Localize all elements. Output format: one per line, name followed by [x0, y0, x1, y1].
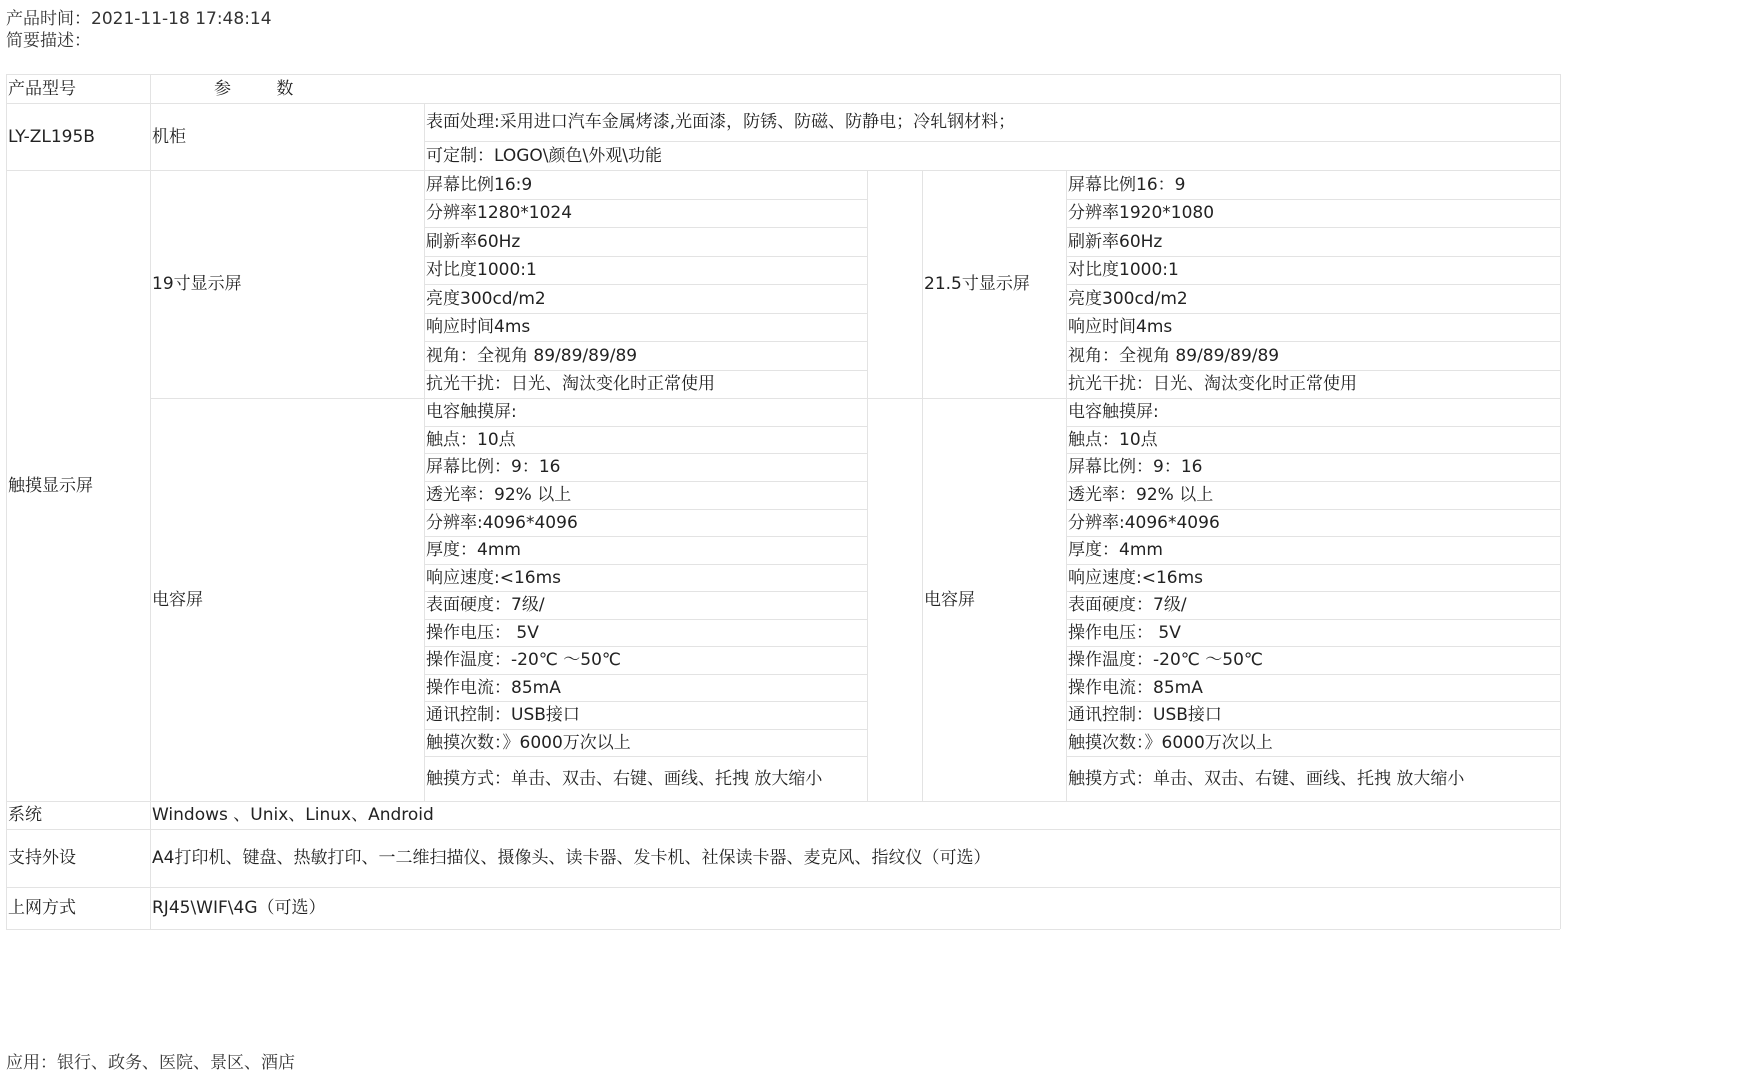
capacitive-left-label: 电容屏 [152, 590, 203, 610]
cabinet-label: 机柜 [152, 127, 186, 147]
capacitive-left-spec: 电容触摸屏: [426, 402, 517, 422]
summary-label: 简要描述： [6, 31, 91, 51]
grid-line [1066, 536, 1560, 537]
grid-line [6, 829, 1560, 830]
cabinet-custom: 可定制：LOGO\颜色\外观\功能 [426, 146, 662, 166]
touch-display-label: 触摸显示屏 [8, 476, 93, 496]
cabinet-surface: 表面处理:采用进口汽车金属烤漆,光面漆，防锈、防磁、防静电；冷轧钢材料； [426, 112, 1016, 132]
screen-19-spec: 刷新率60Hz [426, 232, 521, 252]
grid-line [1066, 284, 1560, 285]
header-params: 参 数 [214, 79, 314, 99]
screen-21-spec: 视角：全视角 89/89/89/89 [1068, 346, 1280, 366]
capacitive-right-spec: 通讯控制：USB接口 [1068, 705, 1222, 725]
capacitive-right-spec: 操作电压： 5V [1068, 623, 1181, 643]
capacitive-right-spec: 响应速度:<16ms [1068, 568, 1204, 588]
grid-line [1066, 674, 1560, 675]
product-time-label: 产品时间： [6, 9, 91, 29]
product-time-line [6, 9, 272, 29]
capacitive-left-spec: 操作电流：85mA [426, 678, 561, 698]
header-model: 产品型号 [8, 79, 76, 99]
model-number: LY-ZL195B [8, 127, 95, 147]
system-value: Windows 、Unix、Linux、Android [152, 805, 434, 825]
grid-line [6, 801, 1560, 802]
grid-line [424, 453, 867, 454]
capacitive-right-spec: 分辨率:4096*4096 [1068, 513, 1220, 533]
grid-line [424, 481, 867, 482]
screen-21-spec: 亮度300cd/m2 [1068, 289, 1188, 309]
grid-line [1066, 509, 1560, 510]
grid-line [1066, 481, 1560, 482]
capacitive-left-spec: 响应速度:<16ms [426, 568, 562, 588]
grid-line [1066, 370, 1560, 371]
grid-line [424, 536, 867, 537]
grid-line [1066, 701, 1560, 702]
grid-line [424, 646, 867, 647]
screen-21-spec: 分辨率1920*1080 [1068, 203, 1215, 223]
grid-line [424, 729, 867, 730]
network-label: 上网方式 [8, 898, 76, 918]
screen-19-spec: 亮度300cd/m2 [426, 289, 546, 309]
grid-line [1066, 313, 1560, 314]
capacitive-left-spec: 操作温度：-20℃ ～50℃ [426, 650, 621, 670]
grid-line [424, 227, 867, 228]
grid-line [6, 74, 1560, 75]
grid-line [1560, 74, 1561, 929]
capacitive-right-spec: 电容触摸屏: [1068, 402, 1159, 422]
screen-19-spec: 对比度1000:1 [426, 260, 537, 280]
screen-19-spec: 抗光干扰：日光、淘汰变化时正常使用 [426, 374, 715, 394]
capacitive-left-spec: 屏幕比例：9：16 [426, 457, 561, 477]
capacitive-right-spec: 厚度：4mm [1068, 540, 1163, 560]
grid-line [1066, 564, 1560, 565]
capacitive-left-spec: 表面硬度：7级/ [426, 595, 545, 615]
capacitive-left-spec: 厚度：4mm [426, 540, 521, 560]
grid-line [1066, 729, 1560, 730]
grid-line [424, 199, 867, 200]
capacitive-right-spec: 屏幕比例：9：16 [1068, 457, 1203, 477]
grid-line [424, 756, 867, 757]
screen-21-spec: 抗光干扰：日光、淘汰变化时正常使用 [1068, 374, 1357, 394]
capacitive-left-spec: 通讯控制：USB接口 [426, 705, 580, 725]
grid-line [1066, 256, 1560, 257]
grid-line [424, 509, 867, 510]
grid-line [6, 887, 1560, 888]
grid-line [6, 74, 7, 929]
capacitive-right-spec: 操作电流：85mA [1068, 678, 1203, 698]
product-time-value: 2021-11-18 17:48:14 [91, 9, 272, 29]
capacitive-right-spec: 触摸次数：》6000万次以上 [1068, 733, 1273, 753]
grid-line [424, 370, 867, 371]
screen-21-spec: 对比度1000:1 [1068, 260, 1179, 280]
grid-line [6, 929, 1560, 930]
capacitive-left-spec: 触点：10点 [426, 430, 516, 450]
grid-line [1066, 199, 1560, 200]
grid-line [150, 74, 151, 929]
grid-line [1066, 227, 1560, 228]
grid-line [424, 701, 867, 702]
system-label: 系统 [8, 805, 42, 825]
screen-19-spec: 分辨率1280*1024 [426, 203, 573, 223]
grid-line [1066, 453, 1560, 454]
grid-line [424, 619, 867, 620]
capacitive-right-spec: 表面硬度：7级/ [1068, 595, 1187, 615]
application-line: 应用：银行、政务、医院、景区、酒店 [6, 1053, 295, 1073]
capacitive-right-spec: 触点：10点 [1068, 430, 1158, 450]
peripherals-value: A4打印机、键盘、热敏打印、一二维扫描仪、摄像头、读卡器、发卡机、社保读卡器、麦克风、指纹仪（可选） [152, 848, 991, 868]
grid-line [424, 141, 1560, 142]
grid-line [424, 426, 867, 427]
capacitive-right-label: 电容屏 [924, 590, 975, 610]
grid-line [424, 284, 867, 285]
grid-line [6, 170, 1560, 171]
capacitive-right-spec: 透光率：92% 以上 [1068, 485, 1214, 505]
grid-line [1066, 426, 1560, 427]
grid-line [424, 256, 867, 257]
capacitive-right-spec: 操作温度：-20℃ ～50℃ [1068, 650, 1263, 670]
capacitive-left-spec: 触摸方式：单击、双击、右键、画线、托拽 放大缩小 [426, 769, 823, 789]
peripherals-label: 支持外设 [8, 848, 76, 868]
grid-line [424, 341, 867, 342]
capacitive-left-spec: 透光率：92% 以上 [426, 485, 572, 505]
capacitive-left-spec: 操作电压： 5V [426, 623, 539, 643]
grid-line [424, 564, 867, 565]
grid-line [1066, 619, 1560, 620]
screen-21-spec: 响应时间4ms [1068, 317, 1173, 337]
grid-line [867, 170, 868, 801]
grid-line [1066, 646, 1560, 647]
network-value: RJ45\WIF\4G（可选） [152, 898, 326, 918]
grid-line [150, 398, 1560, 399]
grid-line [424, 591, 867, 592]
screen-19-label: 19寸显示屏 [152, 274, 242, 294]
capacitive-left-spec: 触摸次数：》6000万次以上 [426, 733, 631, 753]
grid-line [424, 674, 867, 675]
capacitive-left-spec: 分辨率:4096*4096 [426, 513, 578, 533]
screen-19-spec: 屏幕比例16:9 [426, 175, 533, 195]
screen-21-spec: 屏幕比例16：9 [1068, 175, 1186, 195]
grid-line [1066, 341, 1560, 342]
screen-19-spec: 响应时间4ms [426, 317, 531, 337]
screen-21-spec: 刷新率60Hz [1068, 232, 1163, 252]
grid-line [1066, 591, 1560, 592]
capacitive-right-spec: 触摸方式：单击、双击、右键、画线、托拽 放大缩小 [1068, 769, 1465, 789]
grid-line [922, 170, 923, 801]
grid-line [424, 313, 867, 314]
grid-line [6, 103, 1560, 104]
grid-line [1066, 756, 1560, 757]
screen-21-label: 21.5寸显示屏 [924, 274, 1030, 294]
screen-19-spec: 视角：全视角 89/89/89/89 [426, 346, 638, 366]
